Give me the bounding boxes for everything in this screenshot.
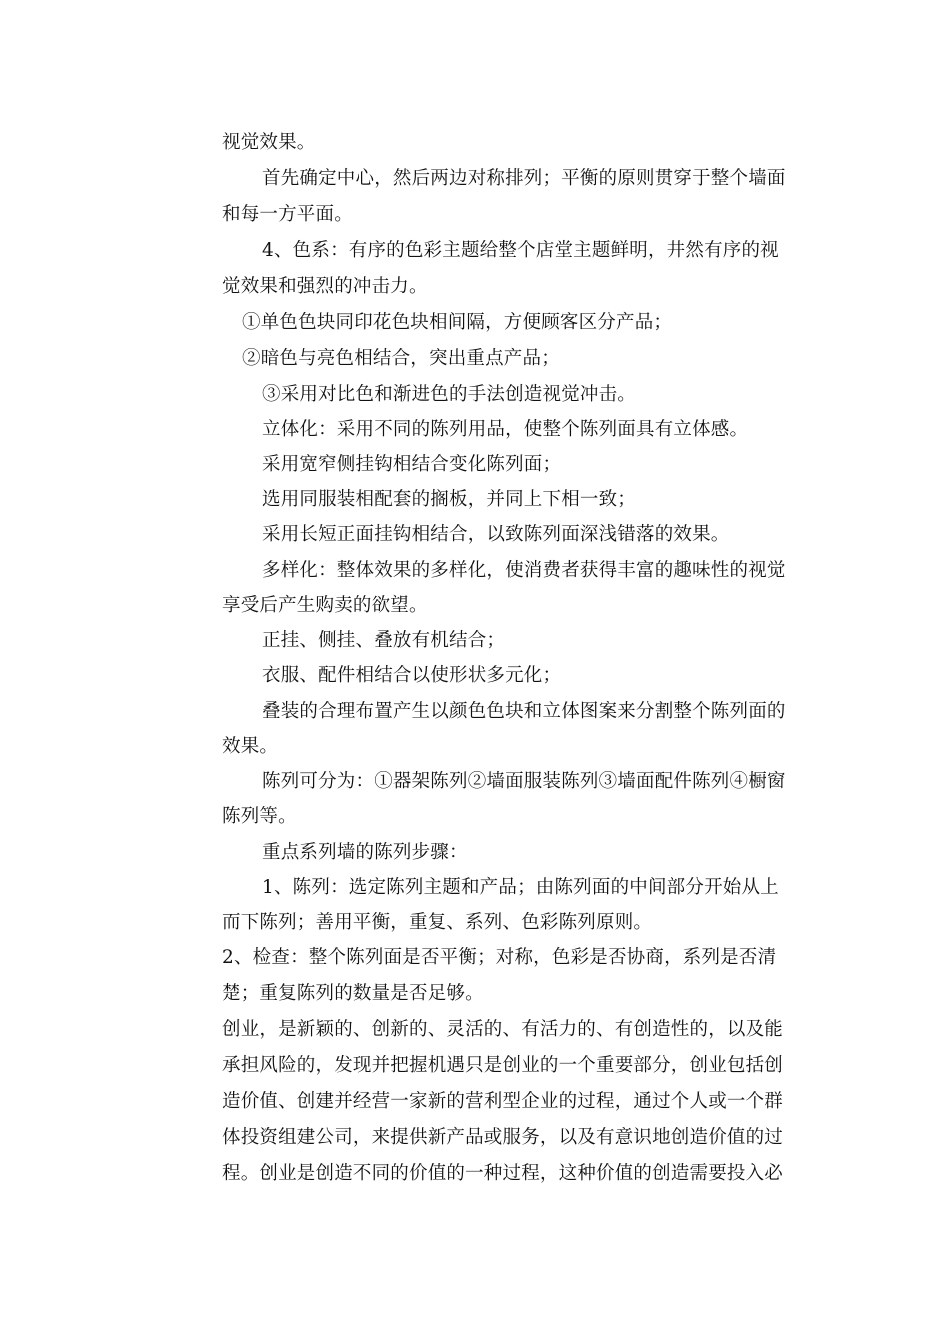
text-line-17: 叠装的合理布置产生以颜色色块和立体图案来分割整个陈列面的 (262, 701, 786, 722)
text-line-2: 首先确定中心，然后两边对称排列；平衡的原则贯穿于整个墙面 (262, 168, 786, 189)
text-line-12: 采用长短正面挂钩相结合，以致陈列面深浅错落的效果。 (262, 524, 730, 545)
text-line-13: 多样化：整体效果的多样化，使消费者获得丰富的趣味性的视觉 (262, 560, 786, 581)
text-line-22: 1、陈列：选定陈列主题和产品；由陈列面的中间部分开始从上 (262, 877, 779, 898)
text-line-8: ③采用对比色和渐进色的手法创造视觉冲击。 (262, 384, 637, 405)
text-line-28: 造价值、创建并经营一家新的营利型企业的过程，通过个人或一个群 (222, 1091, 784, 1112)
text-line-4: 4、色系：有序的色彩主题给整个店堂主题鲜明，井然有序的视 (262, 240, 779, 261)
text-line-26: 创业，是新颖的、创新的、灵活的、有活力的、有创造性的，以及能 (222, 1019, 784, 1040)
text-line-23: 而下陈列；善用平衡，重复、系列、色彩陈列原则。 (222, 912, 653, 933)
text-line-7: ②暗色与亮色相结合，突出重点产品； (242, 348, 560, 369)
text-line-20: 陈列等。 (222, 806, 297, 827)
text-line-14: 享受后产生购卖的欲望。 (222, 595, 428, 616)
text-line-21: 重点系列墙的陈列步骤： (262, 842, 468, 863)
text-line-5: 觉效果和强烈的冲击力。 (222, 276, 428, 297)
text-line-10: 采用宽窄侧挂钩相结合变化陈列面； (262, 454, 562, 475)
text-line-30: 程。创业是创造不同的价值的一种过程，这种价值的创造需要投入必 (222, 1163, 784, 1184)
text-line-19: 陈列可分为：①器架陈列②墙面服装陈列③墙面配件陈列④橱窗 (262, 771, 786, 792)
text-line-6: ①单色色块同印花色块相间隔，方便顾客区分产品； (242, 312, 673, 333)
text-line-27: 承担风险的，发现并把握机遇只是创业的一个重要部分，创业包括创 (222, 1055, 784, 1076)
text-line-1: 视觉效果。 (222, 132, 316, 153)
text-line-3: 和每一方平面。 (222, 204, 353, 225)
text-line-9: 立体化：采用不同的陈列用品，使整个陈列面具有立体感。 (262, 419, 749, 440)
text-line-11: 选用同服装相配套的搁板，并同上下相一致； (262, 489, 637, 510)
text-line-18: 效果。 (222, 736, 279, 757)
text-line-29: 体投资组建公司，来提供新产品或服务，以及有意识地创造价值的过 (222, 1127, 784, 1148)
text-line-24: 2、检查：整个陈列面是否平衡；对称，色彩是否协商，系列是否清 (222, 947, 777, 968)
text-line-15: 正挂、侧挂、叠放有机结合； (262, 630, 506, 651)
text-line-16: 衣服、配件相结合以使形状多元化； (262, 665, 562, 686)
text-line-25: 楚；重复陈列的数量是否足够。 (222, 983, 484, 1004)
